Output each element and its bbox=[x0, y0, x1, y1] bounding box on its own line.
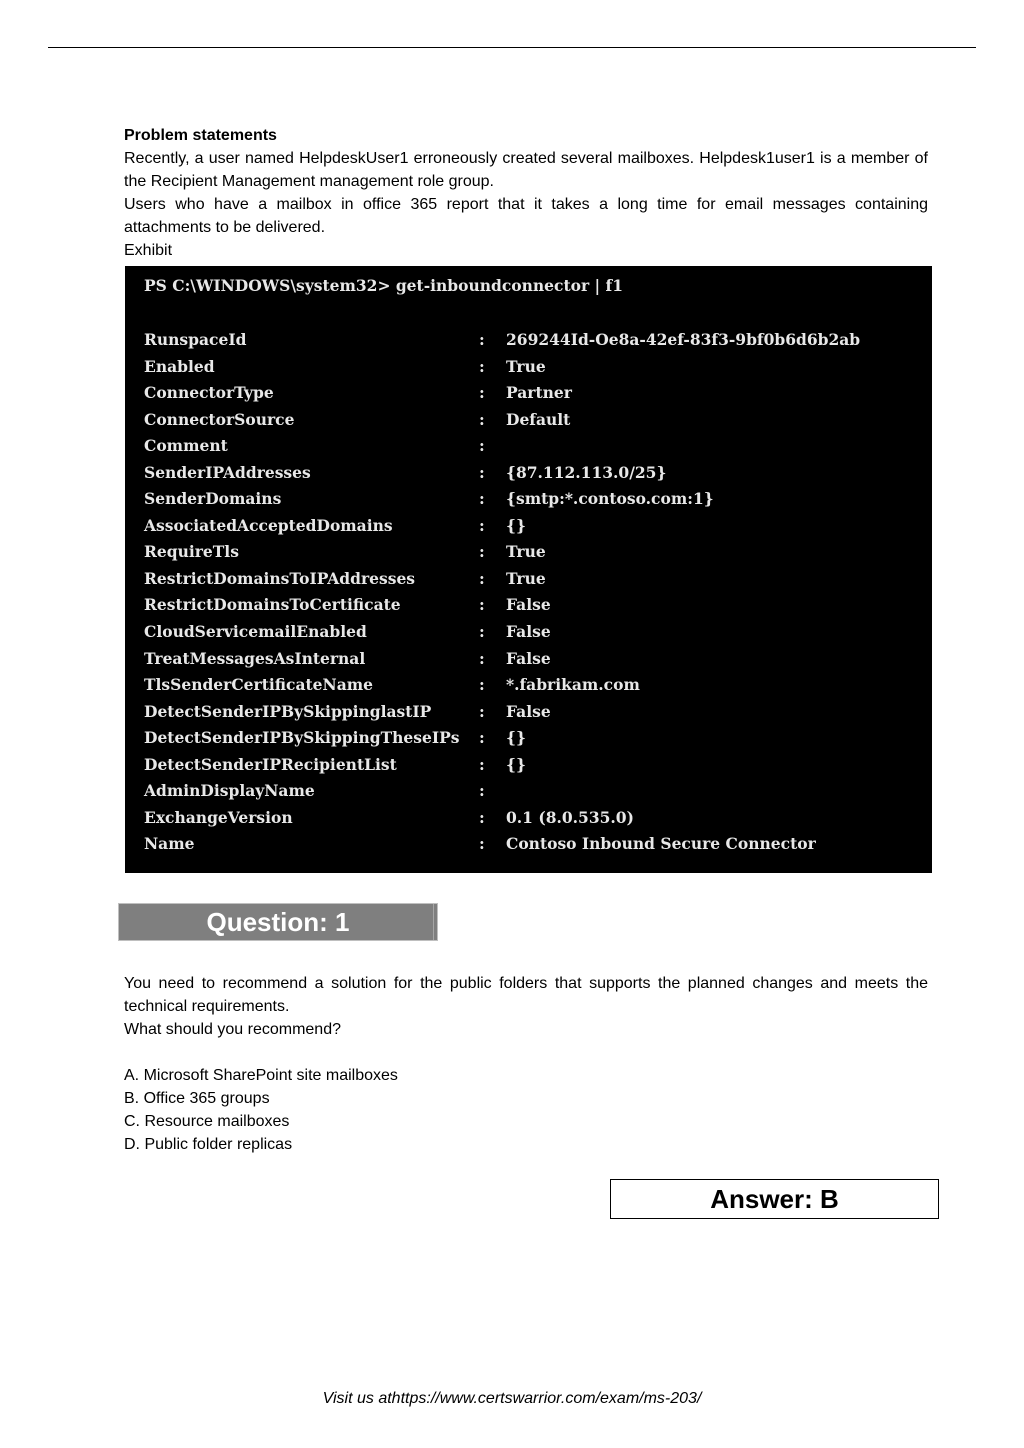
terminal-row-value: True bbox=[506, 542, 546, 562]
terminal-row-separator: : bbox=[479, 622, 485, 642]
answer-option-a: A. Microsoft SharePoint site mailboxes bbox=[124, 1067, 398, 1084]
terminal-row-key: Name bbox=[144, 834, 195, 854]
terminal-row-key: DetectSenderIPBySkippingTheseIPs bbox=[144, 728, 460, 748]
answer-label: Answer: B bbox=[710, 1184, 839, 1214]
terminal-row-separator: : bbox=[479, 515, 485, 535]
answer-option-b: B. Office 365 groups bbox=[124, 1090, 270, 1107]
question-text-1: You need to recommend a solution for the public folders that supports the planned changes and meets the technical requirements. bbox=[124, 975, 928, 1015]
answer-option-c: C. Resource mailboxes bbox=[124, 1113, 290, 1130]
terminal-row-value: {87.112.113.0/25} bbox=[506, 462, 667, 482]
terminal-row-key: AdminDisplayName bbox=[144, 781, 315, 801]
terminal-row-separator: : bbox=[479, 409, 485, 429]
terminal-row-key: SenderIPAddresses bbox=[144, 462, 311, 482]
question-body bbox=[124, 972, 928, 1156]
terminal-row-value: 269244Id-Oe8a-42ef-83f3-9bf0b6d6b2ab bbox=[506, 330, 861, 349]
terminal-row-value: 0.1 (8.0.535.0) bbox=[506, 807, 634, 827]
terminal-row-key: ConnectorSource bbox=[144, 409, 295, 429]
terminal-row-separator: : bbox=[479, 568, 485, 588]
terminal-row-value: {smtp:*.contoso.com:1} bbox=[506, 489, 714, 509]
exhibit-label: Exhibit bbox=[124, 242, 173, 259]
exhibit-terminal-screenshot bbox=[125, 266, 932, 873]
terminal-row-key: RestrictDomainsToCertificate bbox=[144, 595, 401, 615]
problem-paragraph-2: Users who have a mailbox in office 365 report that it takes a long time for email messages containing attachments to be delivered. bbox=[124, 196, 928, 236]
terminal-row-separator: : bbox=[479, 834, 485, 854]
problem-heading: Problem statements bbox=[124, 127, 277, 144]
terminal-row-key: TreatMessagesAsInternal bbox=[144, 648, 366, 668]
terminal-command-line: PS C:\WINDOWS\system32> get-inboundconnector | f1 bbox=[144, 276, 623, 295]
terminal-row-separator: : bbox=[479, 595, 485, 615]
answer-option-d: D. Public folder replicas bbox=[124, 1136, 293, 1153]
terminal-row-key: SenderDomains bbox=[144, 489, 282, 509]
terminal-row-separator: : bbox=[479, 436, 485, 456]
terminal-row-separator: : bbox=[479, 542, 485, 562]
terminal-row-separator: : bbox=[479, 489, 485, 509]
terminal-row-value: {} bbox=[506, 515, 526, 535]
problem-section bbox=[124, 124, 928, 262]
terminal-row-key: DetectSenderIPBySkippinglastIP bbox=[144, 701, 432, 721]
terminal-row-value: False bbox=[506, 595, 551, 615]
terminal-row-value: Contoso Inbound Secure Connector bbox=[506, 834, 816, 854]
terminal-row-separator: : bbox=[479, 781, 485, 801]
terminal-row-key: AssociatedAcceptedDomains bbox=[144, 515, 393, 535]
terminal-row-value: Partner bbox=[506, 383, 572, 403]
terminal-row-separator: : bbox=[479, 701, 485, 721]
terminal-row-key: ConnectorType bbox=[144, 383, 274, 403]
terminal-row-separator: : bbox=[479, 807, 485, 827]
terminal-row-key: ExchangeVersion bbox=[144, 807, 293, 827]
header-rule bbox=[48, 47, 976, 48]
terminal-row-value: False bbox=[506, 701, 551, 721]
terminal-row-separator: : bbox=[479, 356, 485, 376]
terminal-row-value: {} bbox=[506, 728, 526, 748]
terminal-row-separator: : bbox=[479, 383, 485, 403]
terminal-row-separator: : bbox=[479, 754, 485, 774]
answer-box bbox=[610, 1179, 939, 1219]
terminal-row-value: {} bbox=[506, 754, 526, 774]
terminal-row-value: *.fabrikam.com bbox=[506, 675, 640, 695]
terminal-row-separator: : bbox=[479, 648, 485, 668]
terminal-row-value: False bbox=[506, 622, 551, 642]
problem-paragraph-1: Recently, a user named HelpdeskUser1 erroneously created several mailboxes. Helpdesk1user1 is a member of the Recipient Management management role group. bbox=[124, 150, 928, 190]
question-banner-edge bbox=[433, 904, 434, 940]
question-banner bbox=[118, 903, 438, 941]
terminal-row-value: Default bbox=[506, 409, 571, 429]
terminal-row-separator: : bbox=[479, 330, 485, 349]
terminal-row-key: Comment bbox=[144, 436, 228, 456]
footer-visit-link[interactable]: Visit us athttps://www.certswarrior.com/exam/ms-203/ bbox=[322, 1390, 702, 1407]
question-spacer bbox=[124, 1041, 928, 1064]
terminal-row-separator: : bbox=[479, 728, 485, 748]
question-text-2: What should you recommend? bbox=[124, 1021, 341, 1038]
terminal-row-separator: : bbox=[479, 462, 485, 482]
terminal-row-separator: : bbox=[479, 675, 485, 695]
terminal-row-value: True bbox=[506, 356, 546, 376]
terminal-row-key: RestrictDomainsToIPAddresses bbox=[144, 568, 416, 588]
question-label: Question: 1 bbox=[206, 907, 350, 937]
terminal-row-key: RequireTls bbox=[144, 542, 239, 562]
terminal-row-key: TlsSenderCertificateName bbox=[144, 675, 373, 695]
terminal-row-key: CloudServicemailEnabled bbox=[144, 622, 367, 642]
terminal-row-value: True bbox=[506, 568, 546, 588]
terminal-row-key: RunspaceId bbox=[144, 330, 247, 349]
terminal-row-value: False bbox=[506, 648, 551, 668]
terminal-row-key: Enabled bbox=[144, 356, 215, 376]
terminal-row-key: DetectSenderIPRecipientList bbox=[144, 754, 397, 774]
